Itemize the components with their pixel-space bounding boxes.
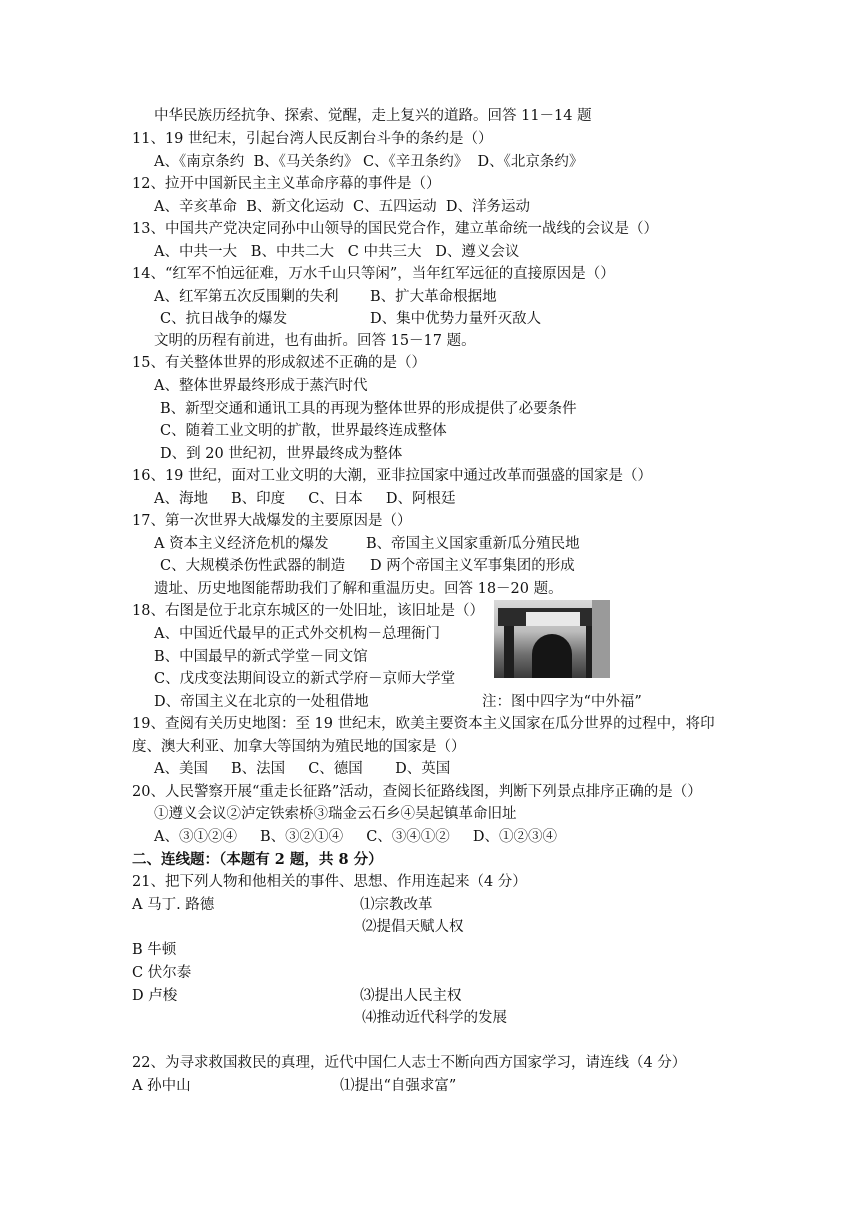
q14-option-a: A、红军第五次反围剿的失利 <box>154 289 339 305</box>
q14-stem: 14、“红军不怕远征难，万水千山只等闲”，当年红军远征的直接原因是（） <box>132 266 615 282</box>
q12-stem: 12、拉开中国新民主主义革命序幕的事件是（） <box>132 176 441 192</box>
q17-option-b: B、帝国主义国家重新瓜分殖民地 <box>366 536 580 552</box>
q18-option-d: D、帝国主义在北京的一处租借地 <box>154 694 369 710</box>
q19-stem-line1: 19、查阅有关历史地图：至 19 世纪末，欧美主要资本主义国家在瓜分世界的过程中，将印 <box>132 716 715 732</box>
q22-stem: 22、为寻求救国救民的真理，近代中国仁人志士不断向西方国家学习，请连线（4 分） <box>132 1055 687 1071</box>
q21-stem: 21、把下列人物和他相关的事件、思想、作用连起来（4 分） <box>132 874 527 890</box>
q17-option-c: C、大规模杀伤性武器的制造 <box>160 558 346 574</box>
q20-options: A、③①②④ B、③②①④ C、③④①② D、①②③④ <box>154 829 557 845</box>
q21-right-3: ⑶提出人民主权 <box>360 988 462 1004</box>
q15-option-c: C、随着工业文明的扩散，世界最终连成整体 <box>160 423 447 439</box>
q17-option-a: A 资本主义经济危机的爆发 <box>154 536 329 552</box>
q11-stem: 11、19 世纪末，引起台湾人民反割台斗争的条约是（） <box>132 131 493 147</box>
archway-photo <box>494 600 610 678</box>
q21-right-1: ⑴宗教改革 <box>360 897 433 913</box>
q14-option-b: B、扩大革命根据地 <box>370 289 497 305</box>
q18-photo-note: 注：图中四字为“中外福” <box>482 694 642 710</box>
q19-stem-line2: 度、澳大利亚、加拿大等国纳为殖民地的国家是（） <box>132 739 466 755</box>
q15-option-d: D、到 20 世纪初，世界最终成为整体 <box>160 446 403 462</box>
q17-option-d: D 两个帝国主义军事集团的形成 <box>370 558 575 574</box>
q16-options: A、海地 B、印度 C、日本 D、阿根廷 <box>154 491 456 507</box>
q18-option-a: A、中国近代最早的正式外交机构－总理衙门 <box>154 626 440 642</box>
q13-stem: 13、中国共产党决定同孙中山领导的国民党合作，建立革命统一战线的会议是（） <box>132 221 658 237</box>
q13-options: A、中共一大 B、中共二大 C 中共三大 D、遵义会议 <box>154 244 520 260</box>
q15-option-a: A、整体世界最终形成于蒸汽时代 <box>154 378 368 394</box>
q20-stem: 20、人民警察开展“重走长征路”活动，查阅长征路线图，判断下列景点排序正确的是（） <box>132 784 702 800</box>
q17-stem: 17、第一次世界大战爆发的主要原因是（） <box>132 513 412 529</box>
q12-options: A、辛亥革命 B、新文化运动 C、五四运动 D、洋务运动 <box>154 199 530 215</box>
q16-stem: 16、19 世纪，面对工业文明的大潮，亚非拉国家中通过改革而强盛的国家是（） <box>132 468 653 484</box>
q21-right-2: ⑵提倡天赋人权 <box>362 919 464 935</box>
q21-left-d: D 卢梭 <box>132 988 178 1004</box>
section2-title: 二、连线题：（本题有 2 题，共 8 分） <box>132 851 383 868</box>
q11-options: A、《南京条约 B、《马关条约》 C、《辛丑条约》 D、《北京条约》 <box>154 154 584 170</box>
q22-left-a: A 孙中山 <box>132 1078 191 1094</box>
q18-option-c: C、戊戌变法期间设立的新式学府－京师大学堂 <box>154 671 456 687</box>
q19-options: A、美国 B、法国 C、德国 D、英国 <box>154 761 451 777</box>
q18-stem: 18、右图是位于北京东城区的一处旧址，该旧址是（） <box>132 603 484 619</box>
q14-option-c: C、抗日战争的爆发 <box>160 311 288 327</box>
section-intro-15-17: 文明的历程有前进，也有曲折。回答 15－17 题。 <box>154 333 476 349</box>
q14-option-d: D、集中优势力量歼灭敌人 <box>370 311 542 327</box>
section-intro-11-14: 中华民族历经抗争、探索、觉醒，走上复兴的道路。回答 11－14 题 <box>154 108 592 124</box>
q21-right-4: ⑷推动近代科学的发展 <box>362 1010 507 1026</box>
q21-left-c: C 伏尔泰 <box>132 965 192 981</box>
q15-option-b: B、新型交通和通讯工具的再现为整体世界的形成提供了必要条件 <box>160 401 577 417</box>
q21-left-b: B 牛顿 <box>132 942 177 958</box>
q15-stem: 15、有关整体世界的形成叙述不正确的是（） <box>132 355 426 371</box>
section-intro-18-20: 遗址、历史地图能帮助我们了解和重温历史。回答 18－20 题。 <box>154 581 563 597</box>
q21-left-a: A 马丁. 路德 <box>132 897 215 913</box>
q18-option-b: B、中国最早的新式学堂－同文馆 <box>154 649 368 665</box>
q22-right-1: ⑴提出“自强求富” <box>340 1078 457 1094</box>
q20-items: ①遵义会议②泸定铁索桥③瑞金云石乡④吴起镇革命旧址 <box>154 806 517 822</box>
